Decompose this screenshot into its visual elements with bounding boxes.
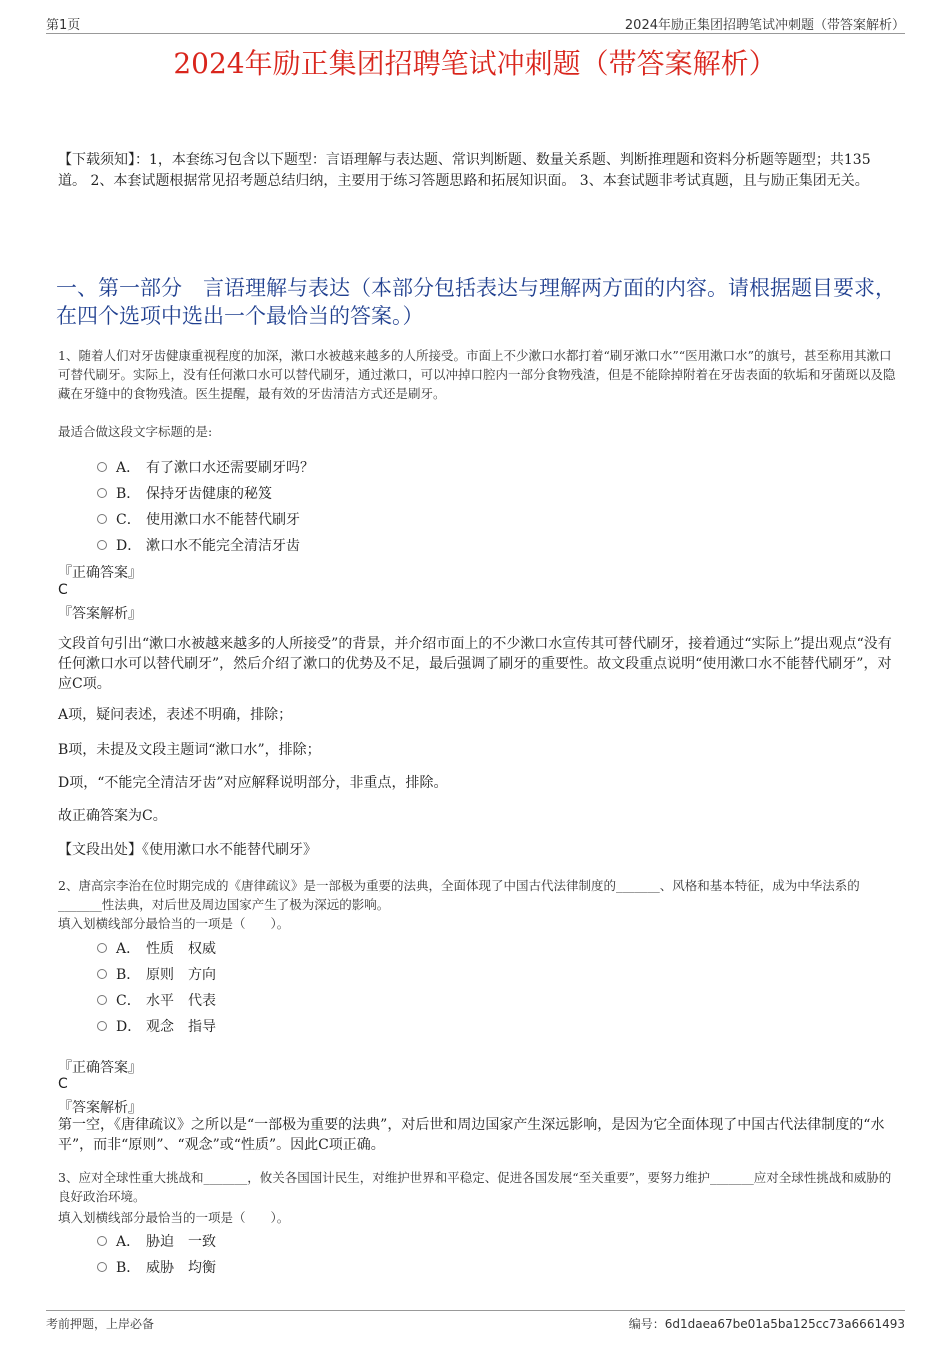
footer-code-value: 6d1daea67be01a5ba125cc73a6661493 <box>664 1317 905 1331</box>
radio-icon[interactable] <box>97 969 107 979</box>
q1-prompt: 最适合做这段文字标题的是: <box>58 424 213 439</box>
download-notice: 【下载须知】：1，本套练习包含以下题型：言语理解与表达题、常识判断题、数量关系题、判断推理题和资料分析题等题型；共135道。 2、本套试题根据常见招考题总结归纳，主要用于练习答题思路和拓展知识面。 3、本套试题非考试真题，且与励正集团无关。 <box>58 152 871 189</box>
q2-correct-label: 『正确答案』 <box>58 1060 142 1076</box>
radio-icon[interactable] <box>97 943 107 953</box>
q3-stem: 3、应对全球性重大挑战和_______，攸关各国国计民生，对维护世界和平稳定、促进各国发展“至关重要”，要努力维护_______应对全球性挑战和威胁的良好政治环境。 <box>58 1170 892 1204</box>
section-heading: 一、第一部分 言语理解与表达（本部分包括表达与理解两方面的内容。请根据题目要求，在四个选项中选出一个最恰当的答案。） <box>56 276 896 328</box>
q1-stem: 1、随着人们对牙齿健康重视程度的加深，漱口水被越来越多的人所接受。市面上不少漱口水都打着“刷牙漱口水”“医用漱口水”的旗号，甚至称用其漱口可替代刷牙。实际上，没有任何漱口水可以替代刷牙，通过漱口，可以冲掉口腔内一部分食物残渣，但是不能除掉附着在牙齿表面的软垢和牙菌斑以及隐藏在牙缝中的食物残渣。医生提醒，最有效的牙齿清洁方式还是刷牙。 <box>58 348 896 401</box>
q1-analysis: 文段首句引出“漱口水被越来越多的人所接受”的背景，并介绍市面上的不少漱口水宣传其可替代刷牙，接着通过“实际上”提出观点“没有任何漱口水可以替代刷牙”，然后介绍了漱口的优势及不足，最后强调了刷牙的重要性。故文段重点说明“使用漱口水不能替代刷牙”，对应C项。 <box>58 636 892 692</box>
footer-code <box>629 1315 905 1332</box>
radio-icon[interactable] <box>97 514 107 524</box>
radio-icon[interactable] <box>97 1262 107 1272</box>
q1-correct-label: 『正确答案』 <box>58 565 142 581</box>
q1-note-b: B项，未提及文段主题词“漱口水”，排除； <box>58 742 321 758</box>
q3-prompt: 填入划横线部分最恰当的一项是（ ）。 <box>58 1210 290 1225</box>
q3-option-b[interactable]: B． 威胁 均衡 <box>97 1257 216 1277</box>
header-divider <box>46 33 905 34</box>
q1-option-a[interactable]: A． 有了漱口水还需要刷牙吗？ <box>97 457 314 477</box>
page-number: 第1页 <box>46 18 81 33</box>
q1-option-d[interactable]: D． 漱口水不能完全清洁牙齿 <box>97 535 300 555</box>
q3-option-a[interactable]: A． 胁迫 一致 <box>97 1231 216 1251</box>
radio-icon[interactable] <box>97 1236 107 1246</box>
footer-code-label: 编号： <box>628 1317 665 1331</box>
q1-analysis-label: 『答案解析』 <box>58 606 142 622</box>
q2-option-b[interactable]: B． 原则 方向 <box>97 964 216 984</box>
footer-slogan: 考前押题，上岸必备 <box>46 1317 155 1331</box>
q2-analysis: 第一空，《唐律疏议》之所以是“一部极为重要的法典”，对后世和周边国家产生深远影响，是因为它全面体现了中国古代法律制度的“水平”，而非“原则”、“观念”或“性质”。因此C项正确。 <box>58 1117 885 1153</box>
radio-icon[interactable] <box>97 488 107 498</box>
q2-analysis-label: 『答案解析』 <box>58 1100 142 1116</box>
q1-option-c[interactable]: C． 使用漱口水不能替代刷牙 <box>97 509 300 529</box>
q1-note-d: D项，“不能完全清洁牙齿”对应解释说明部分，非重点，排除。 <box>58 775 448 791</box>
q1-option-b[interactable]: B． 保持牙齿健康的秘笈 <box>97 483 272 503</box>
q1-answer: C <box>58 582 68 598</box>
q2-option-a[interactable]: A． 性质 权威 <box>97 938 216 958</box>
q2-prompt: 填入划横线部分最恰当的一项是（ ）。 <box>58 916 290 931</box>
page-title: 2024年励正集团招聘笔试冲刺题（带答案解析） <box>173 47 777 80</box>
radio-icon[interactable] <box>97 995 107 1005</box>
footer-divider <box>46 1310 905 1311</box>
q1-note-a: A项，疑问表述，表述不明确，排除； <box>58 707 293 723</box>
q2-option-d[interactable]: D． 观念 指导 <box>97 1016 216 1036</box>
radio-icon[interactable] <box>97 540 107 550</box>
q2-option-c[interactable]: C． 水平 代表 <box>97 990 216 1010</box>
q2-stem: 2、唐高宗李治在位时期完成的《唐律疏议》是一部极为重要的法典，全面体现了中国古代法律制度的_______、风格和基本特征，成为中华法系的_______性法典，对后世及周边国家产生了极为深远的影响。 <box>58 878 860 912</box>
q1-source: 【文段出处】《使用漱口水不能替代刷牙》 <box>58 842 317 858</box>
header-doc-title: 2024年励正集团招聘笔试冲刺题（带答案解析） <box>624 18 905 33</box>
radio-icon[interactable] <box>97 1021 107 1031</box>
q1-conclusion: 故正确答案为C。 <box>58 808 167 824</box>
radio-icon[interactable] <box>97 462 107 472</box>
q2-answer: C <box>58 1076 68 1092</box>
